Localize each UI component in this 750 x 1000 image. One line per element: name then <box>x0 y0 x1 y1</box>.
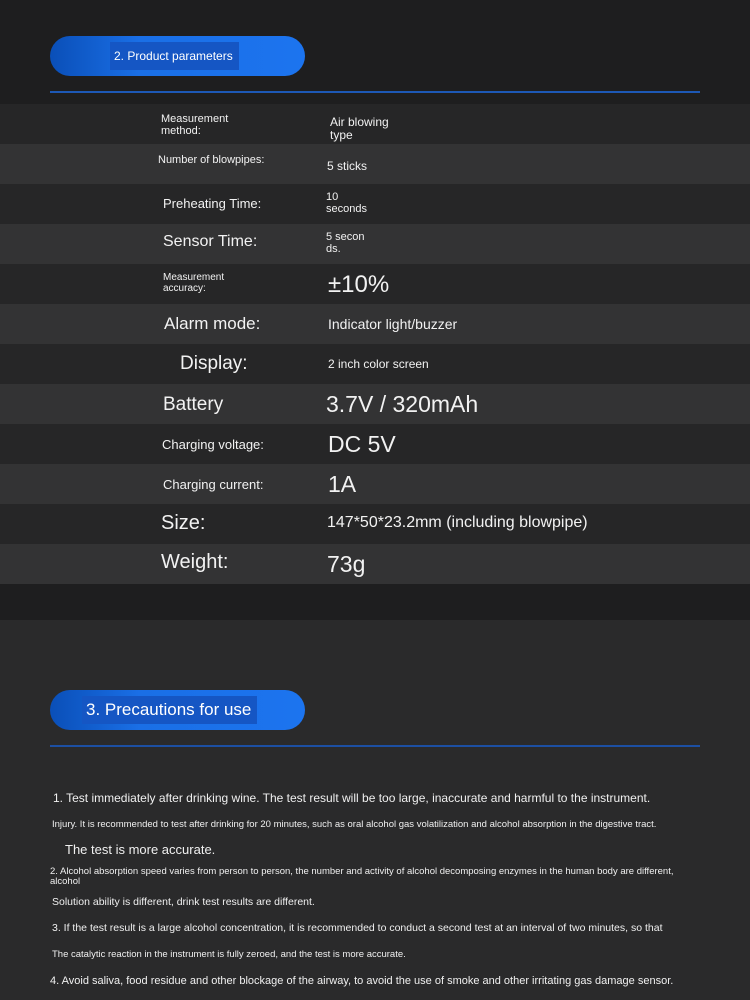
param-value: 2 inch color screen <box>328 357 429 371</box>
precaution-line: 2. Alcohol absorption speed varies from person to person, the number and activity of alcohol decomposing enzymes in the human body are different, alcohol <box>50 866 674 887</box>
divider-line <box>50 745 700 747</box>
param-row-preheating-time <box>0 184 750 224</box>
param-value: DC 5V <box>328 431 396 457</box>
param-label: Charging voltage: <box>162 437 264 452</box>
param-value: Indicator light/buzzer <box>328 316 458 332</box>
param-label: Charging current: <box>163 477 264 492</box>
precaution-line: The test is more accurate. <box>65 842 216 857</box>
precautions-title: 3. Precautions for use <box>82 696 257 724</box>
param-value: 5 secon ds. <box>326 231 365 255</box>
param-row-display <box>0 344 750 384</box>
precaution-line: Solution ability is different, drink test results are different. <box>52 896 315 908</box>
param-value: 73g <box>327 551 366 577</box>
param-row-alarm-mode <box>0 304 750 344</box>
param-row-battery <box>0 384 750 424</box>
param-row-size <box>0 504 750 544</box>
param-label: Battery <box>163 394 224 415</box>
param-label: Sensor Time: <box>163 233 258 250</box>
param-label: Size: <box>161 512 206 534</box>
param-row-blowpipes <box>0 144 750 184</box>
precautions-heading-pill <box>50 690 305 730</box>
param-label: Number of blowpipes: <box>158 154 265 166</box>
precautions-section <box>0 620 750 1000</box>
param-row-charging-current <box>0 464 750 504</box>
precaution-line: 3. If the test result is a large alcohol concentration, it is recommended to conduct a second test at an interval of two minutes, so that <box>52 922 663 934</box>
product-parameters-heading-pill <box>50 36 305 76</box>
precaution-line: 1. Test immediately after drinking wine. The test result will be too large, inaccurate and harmful to the instrument. <box>53 791 651 805</box>
precaution-line: 4. Avoid saliva, food residue and other blockage of the airway, to avoid the use of smoke and other irritating gas damage sensor. <box>50 975 674 987</box>
param-value: 3.7V / 320mAh <box>326 391 479 417</box>
param-label: Display: <box>180 353 248 374</box>
param-row-weight <box>0 544 750 584</box>
param-label: Alarm mode: <box>164 314 261 333</box>
divider-line <box>50 91 700 93</box>
param-label: Measurement method: <box>161 113 229 137</box>
param-row-sensor-time <box>0 224 750 264</box>
precaution-line: Injury. It is recommended to test after drinking for 20 minutes, such as oral alcohol gas volatilization and alcohol absorption in the digestive tract. <box>52 819 657 830</box>
param-value: 10 seconds <box>326 191 367 215</box>
param-row-charging-voltage <box>0 424 750 464</box>
precaution-line: The catalytic reaction in the instrument is fully zeroed, and the test is more accurate. <box>52 949 406 960</box>
param-value: 1A <box>328 471 357 497</box>
param-value: 147*50*23.2mm (including blowpipe) <box>327 514 588 531</box>
param-label: Measurement accuracy: <box>163 272 225 294</box>
param-row-measurement-method <box>0 104 750 144</box>
param-value: Air blowing type <box>330 115 389 142</box>
param-label: Weight: <box>161 551 229 573</box>
param-label: Preheating Time: <box>163 196 262 211</box>
product-parameters-title: 2. Product parameters <box>110 42 239 70</box>
param-row-accuracy <box>0 264 750 304</box>
parameters-table <box>0 104 750 584</box>
param-value: 5 sticks <box>327 159 368 173</box>
param-value: ±10% <box>328 271 390 298</box>
